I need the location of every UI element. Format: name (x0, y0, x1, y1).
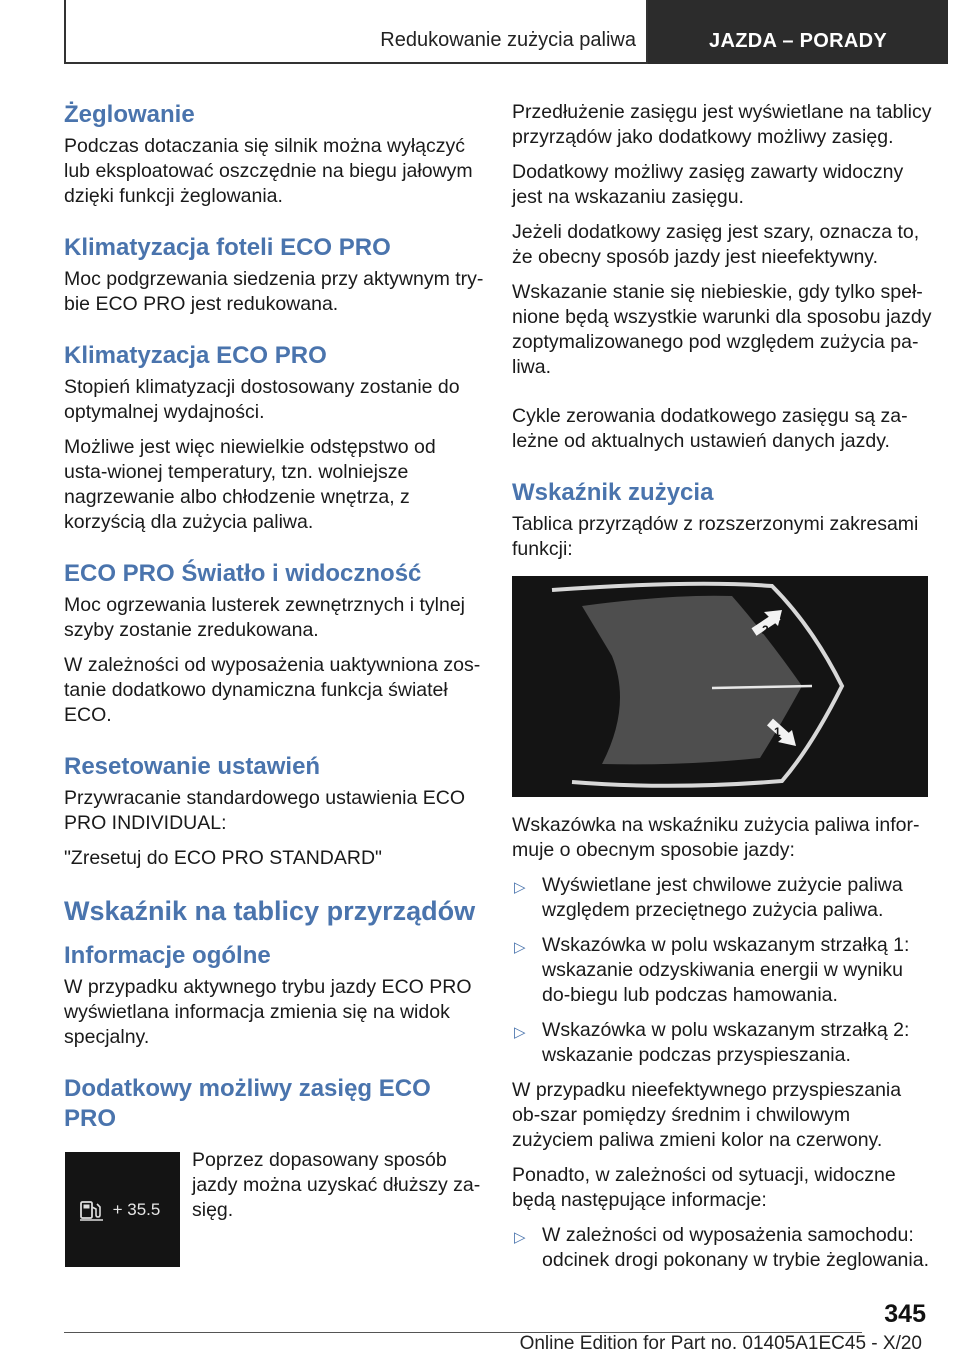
list-item: ▷ Wskazówka w polu wskazanym strzałką 1: wskazanie odzyskiwania energii w wyniku do-biegu lub podczas hamowania. (514, 934, 910, 1006)
bullet-list (512, 873, 932, 1068)
paragraph: Wskazanie stanie się niebieskie, gdy tylko speł-nione będą wszystkie warunki dla sposobu jazdy zoptymalizowanego pod względem zużycia pa-liwa. (512, 281, 932, 378)
paragraph: Moc podgrzewania siedzenia przy aktywnym try-bie ECO PRO jest redukowana. (64, 268, 484, 315)
header-frame (64, 0, 648, 64)
arrow-2-icon (754, 610, 782, 637)
arrow-1-label: 1 (774, 725, 781, 739)
header-section-title: Redukowanie zużycia paliwa (380, 29, 636, 51)
bullet-triangle-icon: ▷ (514, 1024, 526, 1041)
consumption-gauge-illustration (512, 576, 928, 797)
bullet-list (512, 1223, 932, 1273)
bullet-triangle-icon: ▷ (514, 939, 526, 956)
arrow-1-icon (770, 722, 796, 746)
list-item: ▷ Wskazówka w polu wskazanym strzałką 2: wskazanie podczas przyspieszania. (514, 1019, 910, 1066)
paragraph: Cykle zerowania dodatkowego zasięgu są za-leżne od aktualnych ustawień danych jazdy. (512, 405, 908, 452)
bullet-triangle-icon: ▷ (514, 879, 526, 896)
heading-informacje-ogolne: Informacje ogólne (64, 942, 271, 969)
paragraph: Stopień klimatyzacji dostosowany zostanie do optymalnej wydajności. (64, 376, 460, 423)
paragraph: Przywracanie standardowego ustawienia ECO PRO INDIVIDUAL: (64, 787, 466, 834)
paragraph: "Zresetuj do ECO PRO STANDARD" (64, 847, 382, 869)
heading-zeglowanie: Żeglowanie (64, 101, 195, 128)
arrow-2-label: 2 (762, 623, 769, 637)
heading-wskaznik-tablicy: Wskaźnik na tablicy przyrządów (64, 896, 476, 926)
header-chapter-label: JAZDA – PORADY (709, 30, 887, 52)
paragraph: Tablica przyrządów z rozszerzonymi zakresami funkcji: (512, 513, 919, 560)
paragraph: Jeżeli dodatkowy zasięg jest szary, oznacza to, że obecny sposób jazdy jest nieefektywny. (512, 221, 920, 268)
heading-klimatyzacja-eco-pro: Klimatyzacja ECO PRO (64, 342, 327, 369)
list-item: ▷ W zależności od wyposażenia samochodu: odcinek drogi pokonany w trybie żeglowania. (514, 1224, 929, 1271)
list-item: ▷ Wyświetlane jest chwilowe zużycie paliwa względem przeciętnego zużycia paliwa. (514, 874, 903, 921)
paragraph: Ponadto, w zależności od sytuacji, widoczne będą następujące informacje: (512, 1164, 896, 1211)
paragraph: Podczas dotaczania się silnik można wyłączyć lub eksploatować oszczędnie na biegu jałowym dzięki funkcji żeglowania. (64, 135, 473, 207)
page-number: 345 (884, 1300, 926, 1328)
paragraph: W przypadku aktywnego trybu jazdy ECO PRO wyświetlana informacja zmienia się na widok specjalny. (64, 976, 472, 1048)
heading-resetowanie: Resetowanie ustawień (64, 753, 321, 780)
paragraph: Poprzez dopasowany sposób jazdy można uzyskać dłuższy za-sięg. (192, 1149, 481, 1221)
footer-edition: Online Edition for Part no. 01405A1EC45 - X/20 (519, 1333, 922, 1354)
paragraph: Moc ogrzewania lusterek zewnętrznych i tylnej szyby zostanie zredukowana. (64, 594, 466, 641)
left-column (64, 100, 484, 1258)
paragraph: Przedłużenie zasięgu jest wyświetlane na tablicy przyrządów jako dodatkowy możliwy zasięg. (512, 101, 932, 148)
heading-swiatlo-widocznosc: ECO PRO Światło i widoczność (64, 560, 422, 587)
range-value: + 35.5 (112, 1200, 161, 1219)
heading-klimatyzacja-foteli: Klimatyzacja foteli ECO PRO (64, 234, 391, 261)
consumption-gauge-image (512, 576, 928, 797)
heading-wskaznik-zuzycia: Wskaźnik zużycia (512, 479, 714, 506)
paragraph: Wskazówka na wskaźniku zużycia paliwa infor-muje o obecnym sposobie jazdy: (512, 814, 920, 861)
paragraph: W zależności od wyposażenia uaktywniona zos-tanie dodatkowo dynamiczna funkcja świateł ECO. (64, 654, 481, 726)
range-display-image (65, 1152, 180, 1267)
right-column (512, 100, 932, 1283)
paragraph: Możliwe jest więc niewielkie odstępstwo od usta-wionej temperatury, tzn. wolniejsze nagrzewanie albo chłodzenie wnętrza, z korzyścią dla zużycia paliwa. (64, 436, 436, 533)
paragraph: W przypadku nieefektywnego przyspieszania ob-szar pomiędzy średnim i chwilowym zużyciem paliwa zmieni kolor na czerwony. (512, 1079, 902, 1151)
header-chapter-tab (648, 0, 948, 64)
paragraph: Dodatkowy możliwy zasięg zawarty widoczny jest na wskazaniu zasięgu. (512, 161, 904, 208)
range-section (64, 1140, 484, 1258)
bullet-triangle-icon: ▷ (514, 1229, 526, 1246)
heading-dodatkowy-zasieg: Dodatkowy możliwy zasięg ECO PRO (64, 1075, 431, 1132)
